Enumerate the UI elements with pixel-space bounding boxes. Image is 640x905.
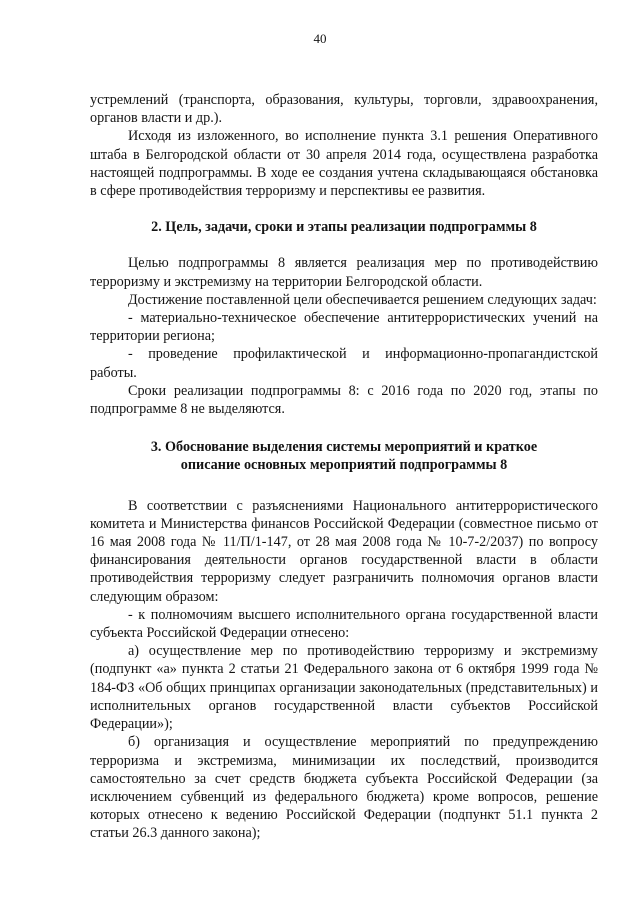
paragraph: В соответствии с разъяснениями Национального антитеррористического комитета и Министерства финансов Российской Федерации (совместное письмо от 16 мая 2008 года № 11/П/1-147, от 28 мая 2008 года № 10-7-2/2037) по вопросу финансирования деятельности органов государственной власти в области противодействия терроризму следует разграничить полномочия органов власти следующим образом: <box>90 497 598 605</box>
list-item: - к полномочиям высшего исполнительного органа государственной власти субъекта Российской Федерации отнесено: <box>90 606 598 642</box>
document-body <box>90 91 598 843</box>
page-number: 40 <box>313 31 327 46</box>
paragraph: Достижение поставленной цели обеспечивается решением следующих задач: <box>128 291 597 308</box>
list-item: б) организация и осуществление мероприятий по предупреждению терроризма и экстремизма, минимизации их последствий, производится самостоятельно за счет средств бюджета субъекта Российской Федерации (за исключением субвенций из федерального бюджета) кроме вопросов, решение которых отнесено к ведению Российской Федерации (подпункт 51.1 пункта 2 статьи 26.3 данного закона); <box>90 734 598 842</box>
paragraph: Сроки реализации подпрограммы 8: с 2016 года по 2020 год, этапы по подпрограмме 8 не выделяются. <box>90 382 598 418</box>
section-heading-3-line1: 3. Обоснование выделения системы мероприятий и краткое <box>150 439 538 456</box>
section-heading-3-line2: описание основных мероприятий подпрограммы 8 <box>180 457 508 474</box>
section-heading-2: 2. Цель, задачи, сроки и этапы реализации подпрограммы 8 <box>151 219 537 236</box>
list-item: а) осуществление мер по противодействию терроризму и экстремизму (подпункт «а» пункта 2 статьи 21 Федерального закона от 6 октября 1999 года № 184-ФЗ «Об общих принципах организации законодательных (представительных) и исполнительных органов государственной власти субъектов Российской Федерации»); <box>90 643 598 733</box>
list-item: - проведение профилактической и информационно-пропагандистской работы. <box>90 346 598 381</box>
list-item: - материально-техническое обеспечение антитеррористических учений на территории региона; <box>90 310 598 345</box>
section-heading-3 <box>90 438 598 474</box>
paragraph: устремлений (транспорта, образования, культуры, торговли, здравоохранения, органов власти и др.). <box>90 92 598 127</box>
paragraph: Целью подпрограммы 8 является реализация мер по противодействию терроризму и экстремизму на территории Белгородской области. <box>90 255 598 290</box>
paragraph: Исходя из изложенного, во исполнение пункта 3.1 решения Оперативного штаба в Белгородской области от 30 апреля 2014 года, осуществлена разработка настоящей подпрограммы. В ходе ее создания учтена складывающаяся обстановка в сфере противодействия терроризму и перспективы ее развития. <box>90 128 598 200</box>
